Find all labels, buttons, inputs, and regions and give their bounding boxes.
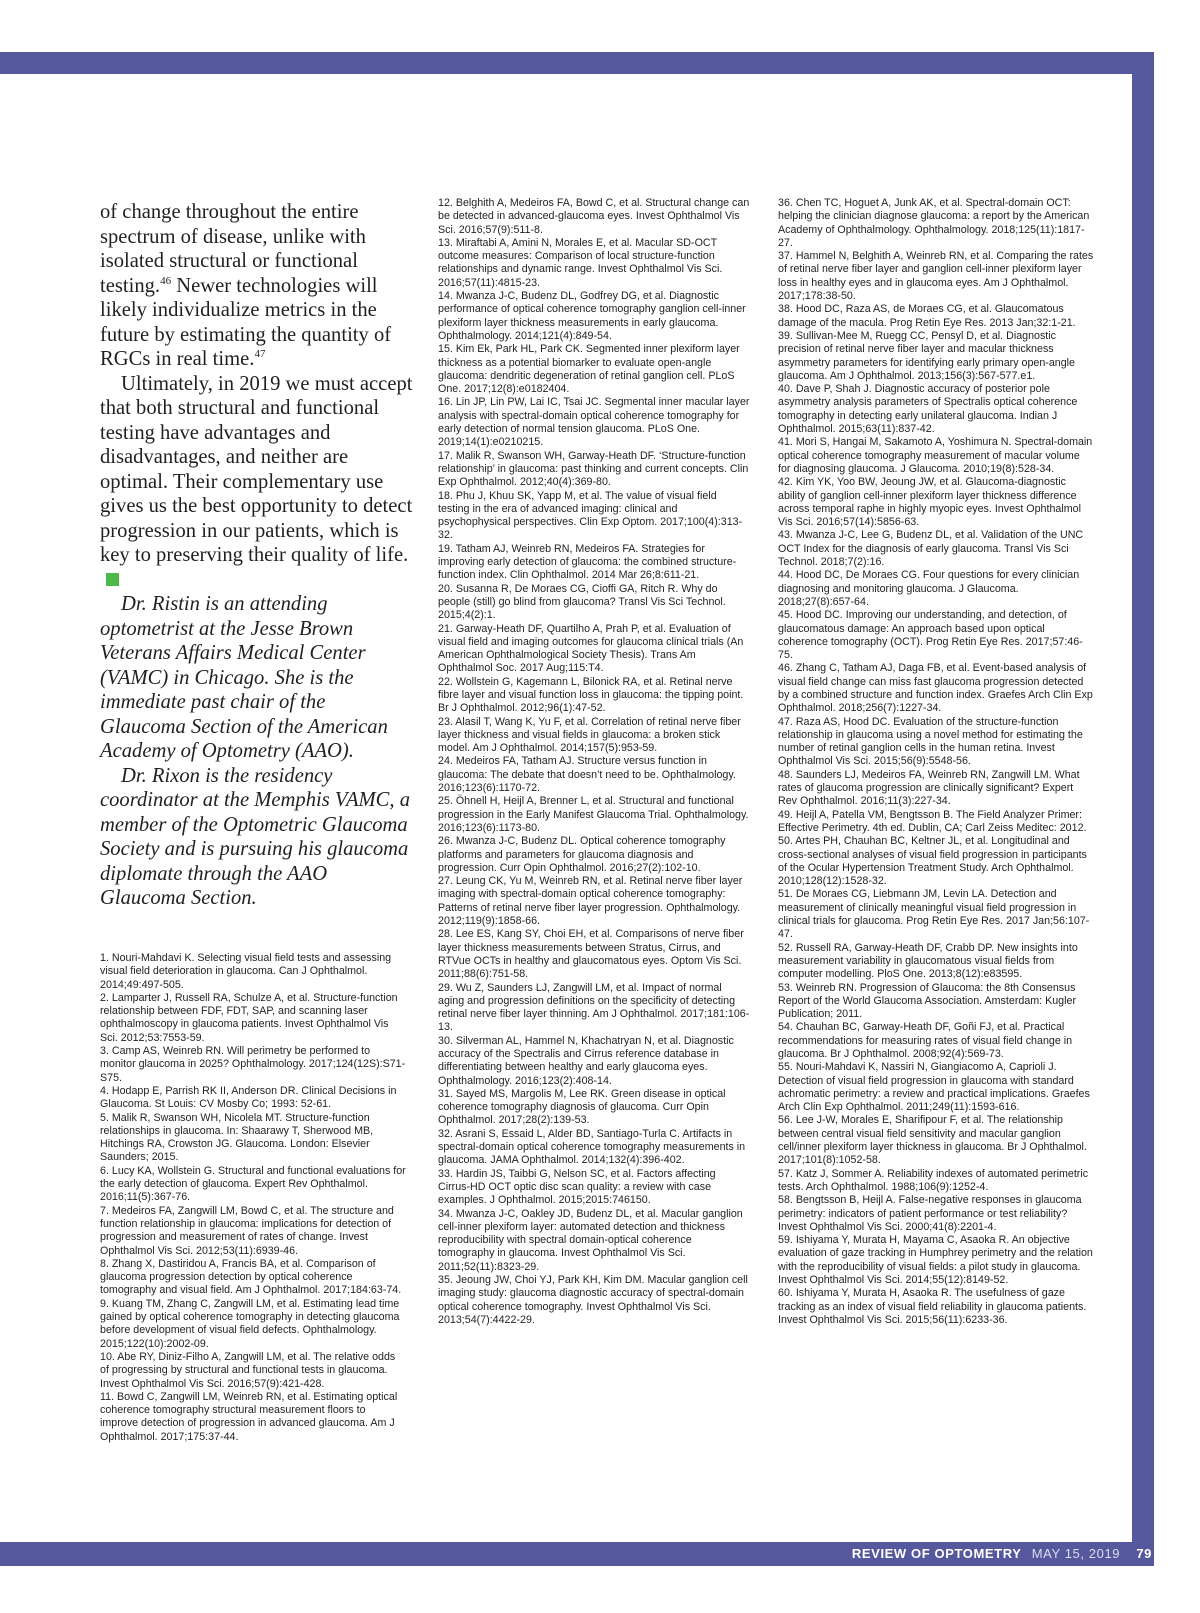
references-column-right	[778, 197, 1094, 1327]
reference-31: 31. Sayed MS, Margolis M, Lee RK. Green disease in optical coherence tomography diagnosis of glaucoma. Curr Opin Ophthalmol. 2017;28(2):139-53.	[438, 1087, 726, 1127]
body-paragraph: of change throughout the entire spectrum of disease, unlike with isolated structural or functional testing.$^{46}$ Newer technologies will likely individualize metrics in the future by estimating the quantity of RGCs in real time.$^{47}$	[100, 201, 392, 370]
reference-60: 60. Ishiyama Y, Murata H, Asaoka R. The usefulness of gaze tracking as an index of visual field reliability in glaucoma patients. Invest Ophthalmol Vis Sci. 2015;56(11):6233-36.	[778, 1287, 1087, 1326]
reference-19: 19. Tatham AJ, Weinreb RN, Medeiros FA. Strategies for improving early detection of glaucoma: the combined structure-function index. Clin Ophthalmol. 2014 Mar 26;8:611-21.	[438, 542, 737, 582]
reference-3: 3. Camp AS, Weinreb RN. Will perimetry be performed to monitor glaucoma in 2025? Ophthalmology. 2017;124(12S):S71-S75.	[100, 1045, 406, 1084]
reference-54: 54. Chauhan BC, Garway-Heath DF, Goñi FJ, et al. Practical recommendations for measuring rates of visual field change in glaucoma. Br J Ophthalmol. 2008;92(4):569-73.	[778, 1021, 1073, 1060]
reference-44: 44. Hood DC, De Moraes CG. Four questions for every clinician diagnosing and monitoring glaucoma. J Glaucoma. 2018;27(8):657-64.	[778, 569, 1080, 608]
reference-12: 12. Belghith A, Medeiros FA, Bowd C, et al. Structural change can be detected in advanced-glaucoma eyes. Invest Ophthalmol Vis Sci. 2016;57(9):511-8.	[438, 197, 750, 236]
reference-7: 7. Medeiros FA, Zangwill LM, Bowd C, et al. The structure and function relationship in glaucoma: implications for detection of progression and measurement of rates of change. Invest Ophthalmol Vis Sci. 2012;53(11):6939-46.	[100, 1204, 394, 1257]
reference-35: 35. Jeoung JW, Choi YJ, Park KH, Kim DM. Macular ganglion cell imaging study: glaucoma diagnostic accuracy of spectral-domain optical coherence tomography. Invest Ophthalmol Vis Sci. 2013;54(7):4422-29.	[438, 1274, 748, 1326]
reference-24: 24. Medeiros FA, Tatham AJ. Structure versus function in glaucoma: The debate that doesn’t need to be. Ophthalmology. 2016;123(6):1170-72.	[438, 755, 736, 795]
author-bio: Dr. Ristin is an attending optometrist at the Jesse Brown Veterans Affairs Medical Center (VAMC) in Chicago. She is the immediate past chair of the Glaucoma Section of the American Academy of Optometry (AAO).	[100, 593, 388, 762]
citation-46: 46	[160, 274, 172, 287]
reference-20: 20. Susanna R, De Moraes CG, Cioffi GA, Ritch R. Why do people (still) go blind from glaucoma? Transl Vis Sci Technol. 2015;4(2):1.	[438, 582, 726, 622]
citation-47: 47	[254, 348, 266, 361]
reference-2: 2. Lamparter J, Russell RA, Schulze A, et al. Structure-function relationship between FDF, FDT, SAP, and scanning laser ophthalmoscopy in glaucoma patients. Invest Ophthalmol Vis Sci. 2012;53:7553-59.	[100, 991, 398, 1044]
reference-28: 28. Lee ES, Kang SY, Choi EH, et al. Comparisons of nerve fiber layer thickness measurements between Stratus, Cirrus, and RTVue OCTs in healthy and glaucomatous eyes. Optom Vis Sci. 2011;88(6):751-58.	[438, 928, 744, 981]
reference-29: 29. Wu Z, Saunders LJ, Zangwill LM, et al. Impact of normal aging and progression definitions on the specificity of detecting retinal nerve fiber layer thinning. Am J Ophthalmol. 2017;181:106-13.	[438, 981, 750, 1034]
reference-57: 57. Katz J, Sommer A. Reliability indexes of automated perimetric tests. Arch Ophthalmol. 1988;106(9):1252-4.	[778, 1167, 1089, 1193]
body-paragraph: Ultimately, in 2019 we must accept that both structural and functional testing have advantages and disadvantages, and neither are optimal. Their complementary use gives us the best opportunity to detect progression in our patients, which is key to preserving their quality of life.	[100, 372, 415, 593]
reference-43: 43. Mwanza J-C, Lee G, Budenz DL, et al. Validation of the UNC OCT Index for the diagnosis of early glaucoma. Transl Vis Sci Technol. 2018;7(2):16.	[778, 529, 1084, 569]
article-body	[100, 200, 415, 911]
reference-40: 40. Dave P, Shah J. Diagnostic accuracy of posterior pole asymmetry analysis parameters of Spectralis optical coherence tomography in detecting early unilateral glaucoma. Indian J Ophthalmol. 2015;63(11):837-42.	[778, 383, 1078, 436]
reference-25: 25. Öhnell H, Heijl A, Brenner L, et al. Structural and functional progression in the Early Manifest Glaucoma Trial. Ophthalmology. 2016;123(6):1173-80.	[438, 795, 749, 834]
reference-5: 5. Malik R, Swanson WH, Nicolela MT. Structure-function relationships in glaucoma. In: Shaarawy T, Sherwood MB, Hitchings RA, Crowston JG. Glaucoma. London: Elsevier Saunders; 2015.	[100, 1111, 374, 1164]
reference-16: 16. Lin JP, Lin PW, Lai IC, Tsai JC. Segmental inner macular layer analysis with spectral-domain optical coherence tomography for early detection of normal tension glaucoma. PLoS One. 2019;14(1):e0210215.	[438, 396, 750, 449]
reference-11: 11. Bowd C, Zangwill LM, Weinreb RN, et al. Estimating optical coherence tomography structural measurement floors to improve detection of progression in advanced glaucoma. Am J Ophthalmol. 2017;175:37-44.	[100, 1390, 398, 1443]
reference-30: 30. Silverman AL, Hammel N, Khachatryan N, et al. Diagnostic accuracy of the Spectralis and Cirrus reference database in differentiating between healthy and early glaucoma eyes. Ophthalmology. 2016;123(2):408-14.	[438, 1034, 734, 1087]
references-column-middle	[438, 197, 750, 1327]
reference-23: 23. Alasil T, Wang K, Yu F, et al. Correlation of retinal nerve fiber layer thickness and visual fields in glaucoma: a broken stick model. Am J Ophthalmol. 2014;157(5):953-59.	[438, 715, 741, 755]
reference-50: 50. Artes PH, Chauhan BC, Keltner JL, et al. Longitudinal and cross-sectional analyses of visual field progression in participants of the Ocular Hypertension Treatment Study. Arch Ophthalmol. 2010;128(12):1528-32.	[778, 835, 1087, 888]
reference-48: 48. Saunders LJ, Medeiros FA, Weinreb RN, Zangwill LM. What rates of glaucoma progression are clinically significant? Expert Rev Ophthalmol. 2016;11(3):227-34.	[778, 768, 1080, 808]
reference-18: 18. Phu J, Khuu SK, Yapp M, et al. The value of visual field testing in the era of advanced imaging: clinical and psychophysical perspectives. Clin Exp Optom. 2017;100(4):313-32.	[438, 489, 743, 542]
reference-17: 17. Malik R, Swanson WH, Garway-Heath DF. ‘Structure-function relationship’ in glaucoma: past thinking and current concepts. Clin Exp Ophthalmol. 2012;40(4):369-80.	[438, 449, 749, 489]
reference-47: 47. Raza AS, Hood DC. Evaluation of the structure-function relationship in glaucoma using a novel method for estimating the number of retinal ganglion cells in the human retina. Invest Ophthalmol Vis Sci. 2015;56(9):5548-56.	[778, 715, 1083, 768]
reference-58: 58. Bengtsson B, Heijl A. False-negative responses in glaucoma perimetry: indicators of patient performance or test reliability? Invest Ophthalmol Vis Sci. 2000;41(8):2201-4.	[778, 1194, 1082, 1233]
reference-10: 10. Abe RY, Diniz-Filho A, Zangwill LM, et al. The relative odds of progressing by structural and functional tests in glaucoma. Invest Ophthalmol Vis Sci. 2016;57(9):421-428.	[100, 1350, 396, 1390]
reference-33: 33. Hardin JS, Taibbi G, Nelson SC, et al. Factors affecting Cirrus-HD OCT optic disc scan quality: a review with case examples. J Ophthalmol. 2015;2015:746150.	[438, 1167, 716, 1207]
reference-6: 6. Lucy KA, Wollstein G. Structural and functional evaluations for the early detection of glaucoma. Expert Rev Ophthalmol. 2016;11(5):367-76.	[100, 1164, 406, 1204]
publication-name: REVIEW OF OPTOMETRY	[851, 1546, 1022, 1561]
reference-37: 37. Hammel N, Belghith A, Weinreb RN, et al. Comparing the rates of retinal nerve fiber layer and ganglion cell-inner plexiform layer loss in healthy eyes and in glaucoma eyes. Am J Ophthalmol. 2017;178:38-50.	[778, 250, 1094, 303]
author-bio: Dr. Rixon is the residency coordinator at the Memphis VAMC, a member of the Optometric Glaucoma Society and is pursuing his glaucoma diplomate through the AAO Glaucoma Section.	[100, 764, 411, 909]
page-number: 79	[1136, 1546, 1152, 1561]
reference-21: 21. Garway-Heath DF, Quartilho A, Prah P, et al. Evaluation of visual field and imaging outcomes for glaucoma clinical trials (An American Ophthalmological Society Thesis). Trans Am Ophthalmol Soc. 2017 Aug;115:T4.	[438, 622, 744, 675]
reference-14: 14. Mwanza J-C, Budenz DL, Godfrey DG, et al. Diagnostic performance of optical coherence tomography ganglion cell-inner plexiform layer thickness measurements in early glaucoma. Ophthalmology. 2014;121(4):849-54.	[438, 290, 746, 342]
references-column-left	[100, 952, 406, 1444]
end-of-article-icon	[106, 573, 119, 586]
reference-38: 38. Hood DC, Raza AS, de Moraes CG, et al. Glaucomatous damage of the macula. Prog Retin Eye Res. 2013 Jan;32:1-21.	[778, 303, 1076, 329]
reference-46: 46. Zhang C, Tatham AJ, Daga FB, et al. Event-based analysis of visual field change can miss fast glaucoma progression detected by a combined structure and function index. Graefes Arch Clin Exp Ophthalmol. 2018;256(7):1227-34.	[778, 662, 1093, 715]
reference-51: 51. De Moraes CG, Liebmann JM, Levin LA. Detection and measurement of clinically meaningful visual field progression in clinical trials for glaucoma. Prog Retin Eye Res. 2017 Jan;56:107-47.	[778, 888, 1090, 941]
reference-59: 59. Ishiyama Y, Murata H, Mayama C, Asaoka R. An objective evaluation of gaze tracking in Humphrey perimetry and the relation with the reproducibility of visual fields: a pilot study in glaucoma. Invest Ophthalmol Vis Sci. 2014;55(12):8149-52.	[778, 1234, 1093, 1287]
reference-1: 1. Nouri-Mahdavi K. Selecting visual field tests and assessing visual field deterioration in glaucoma. Can J Ophthalmol. 2014;49:497-505.	[100, 952, 392, 991]
reference-55: 55. Nouri-Mahdavi K, Nassiri N, Giangiacomo A, Caprioli J. Detection of visual field progression in glaucoma with standard achromatic perimetry: a review and practical implications. Graefes Arch Clin Exp Ophthalmol. 2011;249(11):1593-616.	[778, 1061, 1090, 1114]
page-frame-right	[1132, 52, 1154, 1552]
reference-34: 34. Mwanza J-C, Oakley JD, Budenz DL, et al. Macular ganglion cell-inner plexiform layer: automated detection and thickness reproducibility with spectral domain-optical coherence tomography in glaucoma. Invest Ophthalmol Vis Sci. 2011;52(11):8323-29.	[438, 1207, 743, 1273]
reference-41: 41. Mori S, Hangai M, Sakamoto A, Yoshimura N. Spectral-domain optical coherence tomography measurement of macular volume for diagnosing glaucoma. J Glaucoma. 2010;19(8):528-34.	[778, 436, 1093, 475]
reference-52: 52. Russell RA, Garway-Heath DF, Crabb DP. New insights into measurement variability in glaucomatous visual fields from computer modelling. PloS One. 2013;8(12):e83595.	[778, 941, 1078, 981]
reference-42: 42. Kim YK, Yoo BW, Jeoung JW, et al. Glaucoma-diagnostic ability of ganglion cell-inner plexiform layer thickness difference across temporal raphe in highly myopic eyes. Invest Ophthalmol Vis Sci. 2016;57(14):5856-63.	[778, 476, 1081, 529]
reference-32: 32. Asrani S, Essaid L, Alder BD, Santiago-Turla C. Artifacts in spectral-domain optical coherence tomography measurements in glaucoma. JAMA Ophthalmol. 2014;132(4):396-402.	[438, 1127, 746, 1167]
reference-4: 4. Hodapp E, Parrish RK II, Anderson DR. Clinical Decisions in Glaucoma. St Louis: CV Mosby Co; 1993: 52-61.	[100, 1084, 397, 1111]
issue-date: MAY 15, 2019	[1031, 1546, 1121, 1561]
page-footer	[852, 1543, 1152, 1565]
reference-9: 9. Kuang TM, Zhang C, Zangwill LM, et al. Estimating lead time gained by optical coherence tomography in detecting glaucoma before development of visual field defects. Ophthalmology. 2015;122(10):2002-09.	[100, 1297, 400, 1350]
reference-22: 22. Wollstein G, Kagemann L, Bilonick RA, et al. Retinal nerve fibre layer and visual function loss in glaucoma: the tipping point. Br J Ophthalmol. 2012;96(1):47-52.	[438, 675, 744, 715]
reference-13: 13. Miraftabi A, Amini N, Morales E, et al. Macular SD-OCT outcome measures: Comparison of local structure-function relationships and dynamic range. Invest Ophthalmol Vis Sci. 2016;57(11):4815-23.	[438, 236, 723, 289]
reference-26: 26. Mwanza J-C, Budenz DL. Optical coherence tomography platforms and parameters for glaucoma diagnosis and progression. Curr Opin Ophthalmol. 2016;27(2):102-10.	[438, 835, 726, 874]
reference-15: 15. Kim Ek, Park HL, Park CK. Segmented inner plexiform layer thickness as a potential biomarker to evaluate open-angle glaucoma: dendritic degeneration of retinal ganglion cell. PLoS One. 2017;12(8):e0182404.	[438, 343, 740, 396]
page-frame-top	[0, 52, 1154, 74]
reference-27: 27. Leung CK, Yu M, Weinreb RN, et al. Retinal nerve fiber layer imaging with spectral-domain optical coherence tomography: Patterns of retinal nerve fiber layer progression. Ophthalmology. 2012;119(9):1858-66.	[438, 875, 743, 928]
reference-56: 56. Lee J-W, Morales E, Sharifipour F, et al. The relationship between central visual field sensitivity and macular ganglion cell/inner plexiform layer thickness in glaucoma. Br J Ophthalmol. 2017;101(8):1052-58.	[778, 1114, 1087, 1167]
reference-36: 36. Chen TC, Hoguet A, Junk AK, et al. Spectral-domain OCT: helping the clinician diagnose glaucoma: a report by the American Academy of Ophthalmology. Ophthalmology. 2018;125(11):1817-27.	[778, 197, 1090, 249]
reference-8: 8. Zhang X, Dastiridou A, Francis BA, et al. Comparison of glaucoma progression detection by optical coherence tomography and visual field. Am J Ophthalmol. 2017;184:63-74.	[100, 1257, 402, 1297]
reference-45: 45. Hood DC. Improving our understanding, and detection, of glaucomatous damage: An approach based upon optical coherence tomography (OCT). Prog Retin Eye Res. 2017;57:46-75.	[778, 609, 1083, 662]
reference-49: 49. Heijl A, Patella VM, Bengtsson B. The Field Analyzer Primer: Effective Perimetry. 4th ed. Dublin, CA; Carl Zeiss Meditec: 2012.	[778, 808, 1087, 834]
reference-53: 53. Weinreb RN. Progression of Glaucoma: the 8th Consensus Report of the World Glaucoma Association. Amsterdam: Kugler Publication; 2011.	[778, 981, 1077, 1021]
reference-39: 39. Sullivan-Mee M, Ruegg CC, Pensyl D, et al. Diagnostic precision of retinal nerve fiber layer and macular thickness asymmetry parameters for identifying early primary open-angle glaucoma. Am J Ophthalmol. 2013;156(3):567-577.e1.	[778, 329, 1075, 382]
